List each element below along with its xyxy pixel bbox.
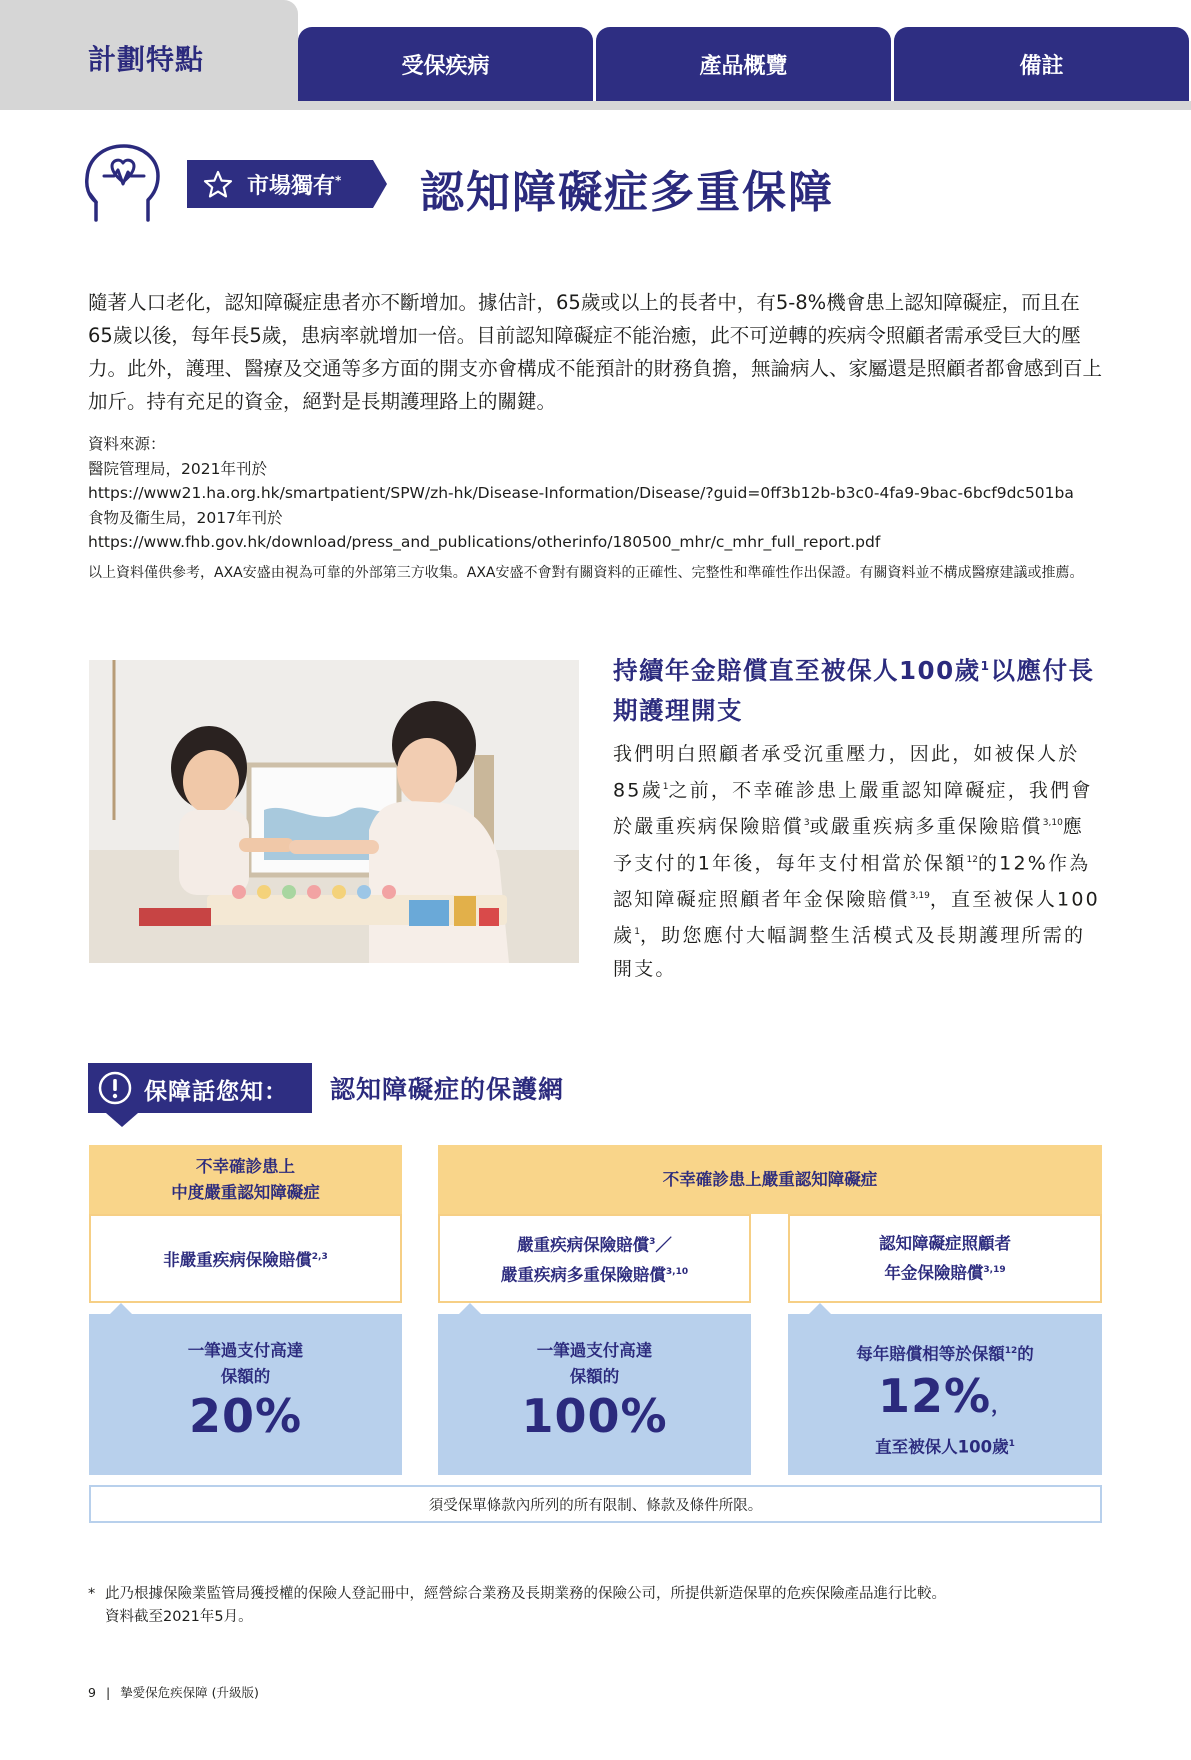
payout-percent: 100% bbox=[521, 1389, 668, 1443]
moderate-diagnosis-header: 不幸確診患上 中度嚴重認知障礙症 bbox=[89, 1145, 402, 1214]
payout-percent: 12% bbox=[877, 1368, 992, 1423]
terms-notice: 須受保單條款內所列的所有限制、條款及條件所限。 bbox=[89, 1485, 1102, 1523]
benefit-box-caregiver-annuity: 認知障礙症照顧者 年金保險賠償$^{3,19}$ bbox=[788, 1214, 1102, 1303]
disclaimer-text: 以上資料僅供參考，AXA安盛由視為可靠的外部第三方收集。AXA安盛不會對有關資料的正確性、完整性和準確性作出保證。有關資料並不構成醫療建議或推薦。 bbox=[88, 565, 1084, 581]
badge-label: 市場獨有 bbox=[247, 174, 336, 199]
page-separator: | bbox=[105, 1685, 111, 1700]
annuity-heading: 持續年金賠償直至被保人100歲$^1$以應付長期護理開支 bbox=[613, 656, 1095, 726]
benefit-box-non-severe: 非嚴重疾病保險賠償$^{2,3}$ bbox=[89, 1214, 402, 1303]
coverage-info-label: 保障話您知： bbox=[88, 1063, 312, 1125]
star-icon bbox=[203, 170, 233, 198]
source-line: 食物及衞生局，2017年刊於 bbox=[88, 508, 283, 527]
footnote: * 此乃根據保險業監管局獲授權的保險人登記冊中，經營綜合業務及長期業務的保險公司，所提供新造保單的危疾保險產品進行比較。 資料截至2021年5月。 bbox=[88, 1586, 946, 1625]
payout-box-12: 每年賠償相等於保額$^{12}$的 12%， 直至被保人100歲$^1$ bbox=[788, 1314, 1102, 1475]
severe-diagnosis-header: 不幸確診患上嚴重認知障礙症 bbox=[438, 1145, 1102, 1214]
tab-notes[interactable]: 備註 bbox=[894, 27, 1189, 101]
badge-asterisk: * bbox=[335, 173, 342, 188]
market-exclusive-badge bbox=[187, 160, 387, 208]
payout-box-20: 一筆過支付高達 保額的 20% bbox=[89, 1314, 402, 1475]
caregiver-photo bbox=[89, 660, 579, 963]
exclamation-icon bbox=[98, 1071, 132, 1105]
product-name: 摯愛保危疾保障 (升級版) bbox=[120, 1685, 259, 1700]
tab-plan-features[interactable] bbox=[0, 0, 298, 110]
pointer-triangle bbox=[459, 1303, 481, 1314]
page-title: 認知障礙症多重保障 bbox=[420, 167, 834, 218]
pointer-triangle bbox=[110, 1303, 132, 1314]
intro-paragraph: 隨著人口老化，認知障礙症患者亦不斷增加。據估計，65歲或以上的長者中，有5-8%機會患上認知障礙症，而且在65歲以後，每年長5歲，患病率就增加一倍。目前認知障礙症不能治癒，此不可逆轉的疾病令照顧者需承受巨大的壓力。此外，護理、醫療及交通等多方面的開支亦會構成不能預計的財務負擔，無論病人、家屬還是照顧者都會感到百上加斤。持有充足的資金，絕對是長期護理路上的關鍵。 bbox=[88, 291, 1103, 413]
tab-product-overview[interactable]: 產品概覽 bbox=[596, 27, 891, 101]
pointer-triangle bbox=[809, 1303, 831, 1314]
top-navigation bbox=[0, 0, 1191, 110]
source-line: 醫院管理局，2021年刊於 bbox=[88, 459, 267, 478]
source-link[interactable]: https://www.fhb.gov.hk/download/press_and_publications/otherinfo/180500_mhr/c_mhr_full_report.pdf bbox=[88, 533, 881, 551]
payout-percent: 20% bbox=[188, 1389, 303, 1443]
tab-plan-features-label: 計劃特點 bbox=[88, 43, 205, 76]
annuity-paragraph: 我們明白照顧者承受沉重壓力，因此，如被保人於85歲$^1$之前，不幸確診患上嚴重認知障礙症，我們會於嚴重疾病保險賠償$^3$或嚴重疾病多重保險賠償$^{3,10}$應予支付的1年後，每年支付相當於保額$^{12}$的12%作為認知障礙症照顧者年金保險賠償$^{3,19}$，直至被保人100歲$^1$，助您應付大幅調整生活模式及長期護理所需的開支。 bbox=[613, 743, 1100, 980]
page-footer bbox=[88, 1683, 259, 1701]
tab-covered-illnesses[interactable]: 受保疾病 bbox=[298, 27, 593, 101]
source-link[interactable]: https://www21.ha.org.hk/smartpatient/SPW/zh-hk/Disease-Information/Disease/?guid=0ff3b12b-b3c0-4fa9-9bac-6bcf9dc501ba bbox=[88, 484, 1074, 502]
nav-divider bbox=[0, 101, 1191, 110]
head-heartbeat-icon bbox=[84, 142, 166, 228]
payout-box-100: 一筆過支付高達 保額的 100% bbox=[438, 1314, 751, 1475]
page-number: 9 bbox=[88, 1685, 96, 1700]
benefit-box-severe: 嚴重疾病保險賠償$^3$／ 嚴重疾病多重保險賠償$^{3,10}$ bbox=[438, 1214, 751, 1303]
sources-block bbox=[88, 432, 1118, 555]
sources-label: 資料來源： bbox=[88, 435, 166, 453]
info-title: 認知障礙症的保護網 bbox=[330, 1075, 565, 1104]
